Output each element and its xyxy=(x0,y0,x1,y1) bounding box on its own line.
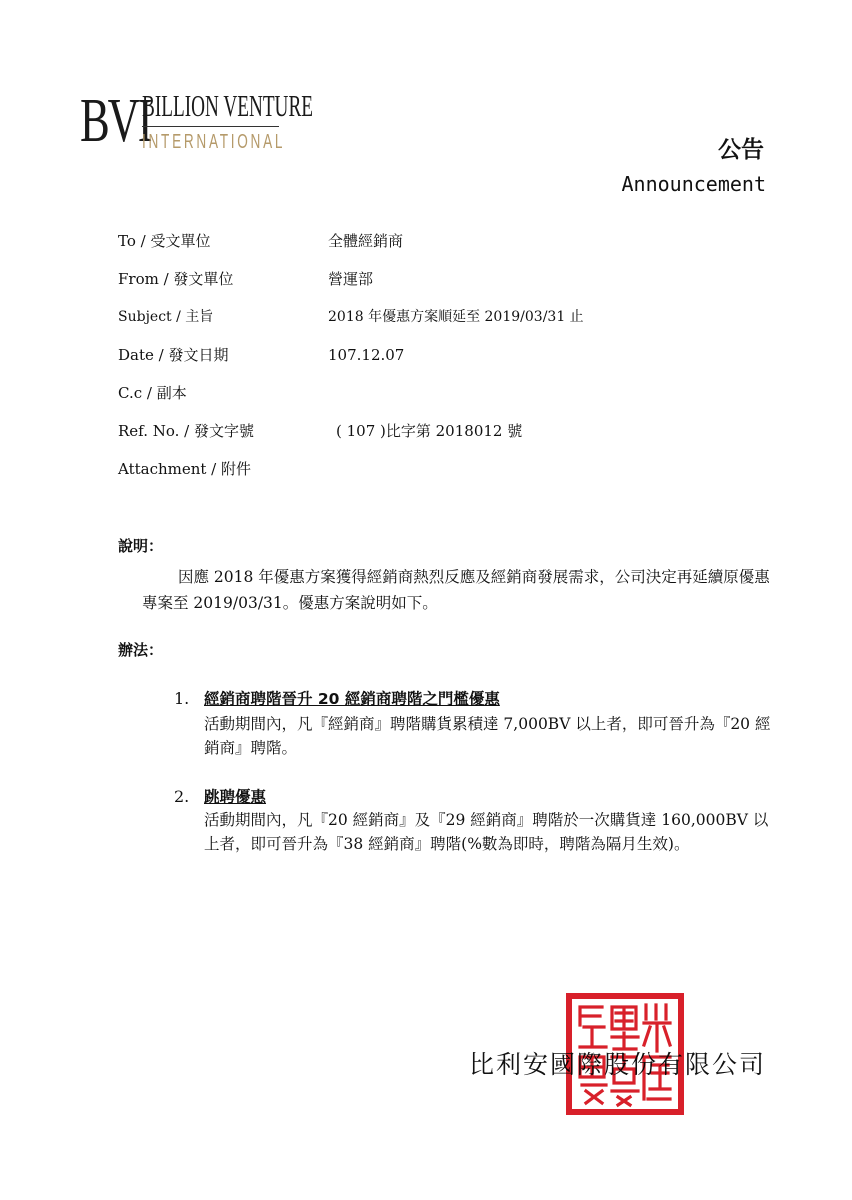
company-seal-stamp xyxy=(566,993,684,1115)
item-number: 1. xyxy=(174,689,190,708)
meta-value: 營運部 xyxy=(328,270,374,288)
meta-row-ref xyxy=(118,418,798,456)
document-meta xyxy=(118,228,798,494)
explanation-heading: 說明： xyxy=(118,537,164,555)
meta-value: 2018 年優惠方案順延至 2019/03/31 止 xyxy=(328,309,584,325)
logo-mark: BVI xyxy=(80,87,151,155)
meta-label: Attachment / 附件 xyxy=(118,460,252,478)
item-title: 跳聘優惠 xyxy=(204,788,267,806)
meta-row-to xyxy=(118,228,798,266)
meta-row-attachment xyxy=(118,456,798,494)
item-number: 2. xyxy=(174,787,190,806)
meta-value: ( 107 )比字第 2018012 號 xyxy=(336,422,523,440)
meta-row-from xyxy=(118,266,798,304)
meta-label: Date / 發文日期 xyxy=(118,346,229,364)
explanation-text: 因應 2018 年優惠方案獲得經銷商熱烈反應及經銷商發展需求，公司決定再延續原優惠專案至 2019/03/31。優惠方案說明如下。 xyxy=(142,568,770,612)
meta-label: Ref. No. / 發文字號 xyxy=(118,422,254,440)
item-title: 經銷商聘階晉升 20 經銷商聘階之門檻優惠 xyxy=(204,690,500,708)
item-body: 活動期間內，凡『20 經銷商』及『29 經銷商』聘階於一次購貨達 160,000BV 以上者，即可晉升為『38 經銷商』聘階(%數為即時，聘階為隔月生效)。 xyxy=(204,811,769,853)
meta-label: To / 受文單位 xyxy=(118,232,211,250)
company-logo xyxy=(80,86,314,162)
document-title-zh: 公告 xyxy=(718,137,764,163)
item-body: 活動期間內，凡『經銷商』聘階購貨累積達 7,000BV 以上者，即可晉升為『20 經銷商』聘階。 xyxy=(204,715,771,757)
meta-label: C.c / 副本 xyxy=(118,384,187,402)
meta-row-subject xyxy=(118,304,798,342)
logo-name: BILLION VENTURE xyxy=(142,88,314,123)
logo-subtitle: INTERNATIONAL xyxy=(142,131,286,153)
meta-label: From / 發文單位 xyxy=(118,270,234,288)
method-heading: 辦法： xyxy=(118,641,164,659)
document-title-en: Announcement xyxy=(621,172,766,196)
meta-label: Subject / 主旨 xyxy=(118,309,214,325)
seal-icon xyxy=(572,999,678,1109)
meta-row-date xyxy=(118,342,798,380)
meta-value: 107.12.07 xyxy=(328,346,405,364)
logo-divider xyxy=(142,126,279,127)
company-name: 比利安國際股份有限公司 xyxy=(468,1050,766,1079)
meta-row-cc xyxy=(118,380,798,418)
meta-value: 全體經銷商 xyxy=(328,232,404,250)
